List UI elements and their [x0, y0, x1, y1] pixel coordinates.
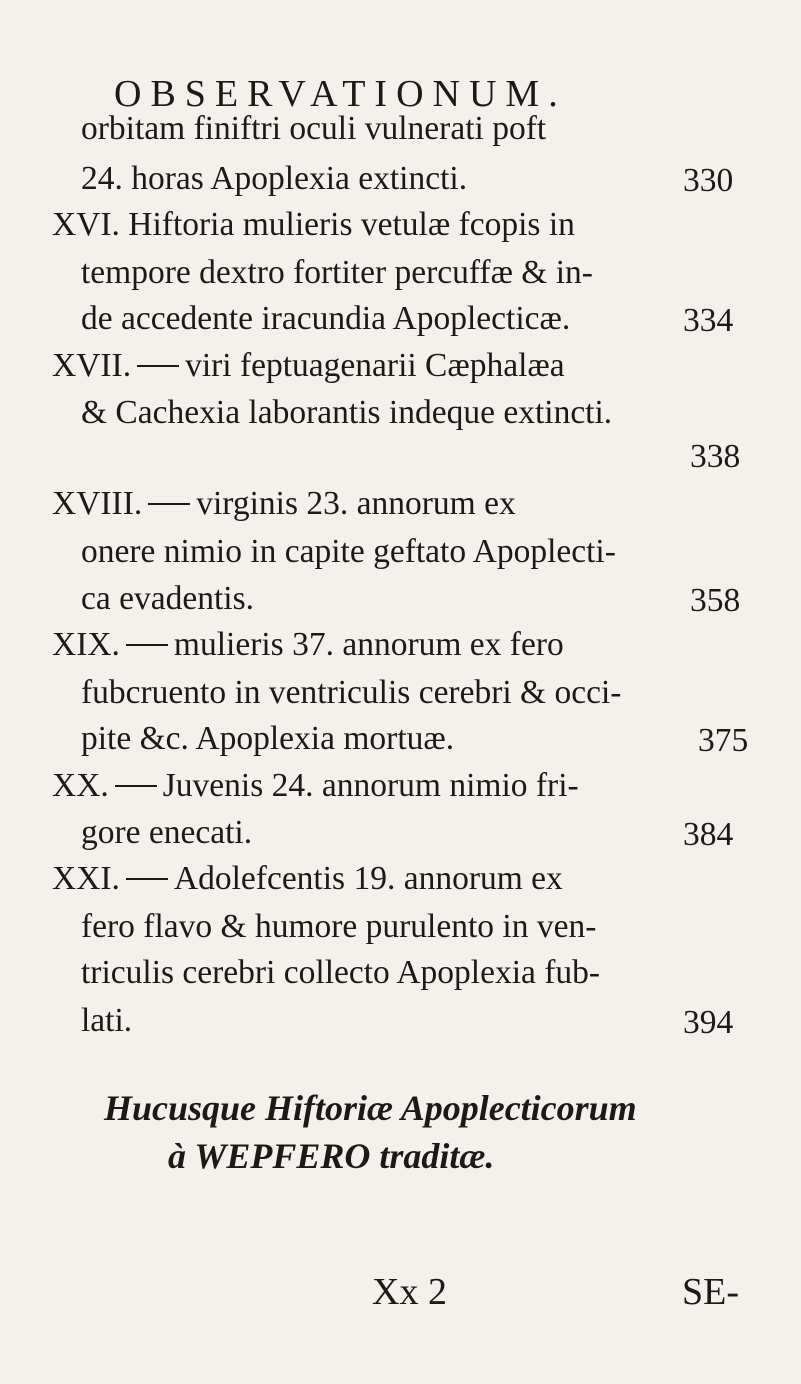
- ditto-dash: [137, 365, 179, 367]
- entry-text: viri feptuagenarii Cæphalæa: [185, 347, 565, 384]
- entry-number: XX.: [52, 767, 109, 804]
- text-line: de accedente iracundia Apoplecticæ.: [81, 300, 571, 337]
- text-line: lati.: [81, 1002, 133, 1039]
- closing-attribution: à WEPFERO traditæ.: [168, 1136, 495, 1176]
- text-line: triculis cerebri collecto Apoplexia fub-: [81, 954, 601, 991]
- ditto-dash: [148, 503, 190, 505]
- entry-line: [52, 349, 565, 383]
- page-reference: 375: [698, 722, 749, 759]
- page-reference: 334: [683, 302, 734, 339]
- text-line: onere nimio in capite geftato Apoplecti-: [81, 533, 616, 570]
- text-line: & Cachexia laborantis indeque extincti.: [81, 394, 613, 431]
- entry-text: Adolefcentis 19. annorum ex: [173, 860, 563, 897]
- ditto-dash: [115, 785, 157, 787]
- text-line: gore enecati.: [81, 814, 253, 851]
- entry-text: virginis 23. annorum ex: [196, 485, 516, 522]
- text-line: ca evadentis.: [81, 580, 254, 617]
- entry-line: [52, 487, 516, 521]
- page-reference: 358: [690, 582, 741, 619]
- page-reference: 330: [683, 162, 734, 199]
- entry-number: XVIII.: [52, 485, 143, 522]
- text-line: 24. horas Apoplexia extincti.: [81, 160, 468, 197]
- page-reference: 384: [683, 816, 734, 853]
- page-reference: 338: [690, 438, 741, 475]
- entry-text: Juvenis 24. annorum nimio fri-: [162, 767, 579, 804]
- text-line: tempore dextro fortiter percuffæ & in-: [81, 254, 593, 291]
- page-reference: 394: [683, 1004, 734, 1041]
- text-line: fubcruento in ventriculis cerebri & occi-: [81, 674, 622, 711]
- text-line: fero flavo & humore purulento in ven-: [81, 908, 597, 945]
- closing-title: Hucusque Hiftoriæ Apoplecticorum: [104, 1088, 637, 1128]
- entry-number: XVII.: [52, 347, 132, 384]
- ditto-dash: [126, 878, 168, 880]
- entry-text: mulieris 37. annorum ex fero: [173, 626, 564, 663]
- entry-number: XIX.: [52, 626, 120, 663]
- signature-mark: Xx 2: [372, 1271, 447, 1313]
- running-header: OBSERVATIONUM.: [114, 73, 567, 115]
- text-line: pite &c. Apoplexia mortuæ.: [81, 720, 455, 757]
- entry-line: [52, 628, 564, 662]
- ditto-dash: [126, 644, 168, 646]
- entry-number: XXI.: [52, 860, 120, 897]
- entry-line: [52, 769, 579, 803]
- catchword: SE-: [682, 1271, 739, 1313]
- text-line: orbitam finiftri oculi vulnerati poft: [81, 110, 547, 147]
- entry-line: [52, 862, 563, 896]
- text-line: XVI. Hiftoria mulieris vetulæ fcopis in: [52, 206, 575, 243]
